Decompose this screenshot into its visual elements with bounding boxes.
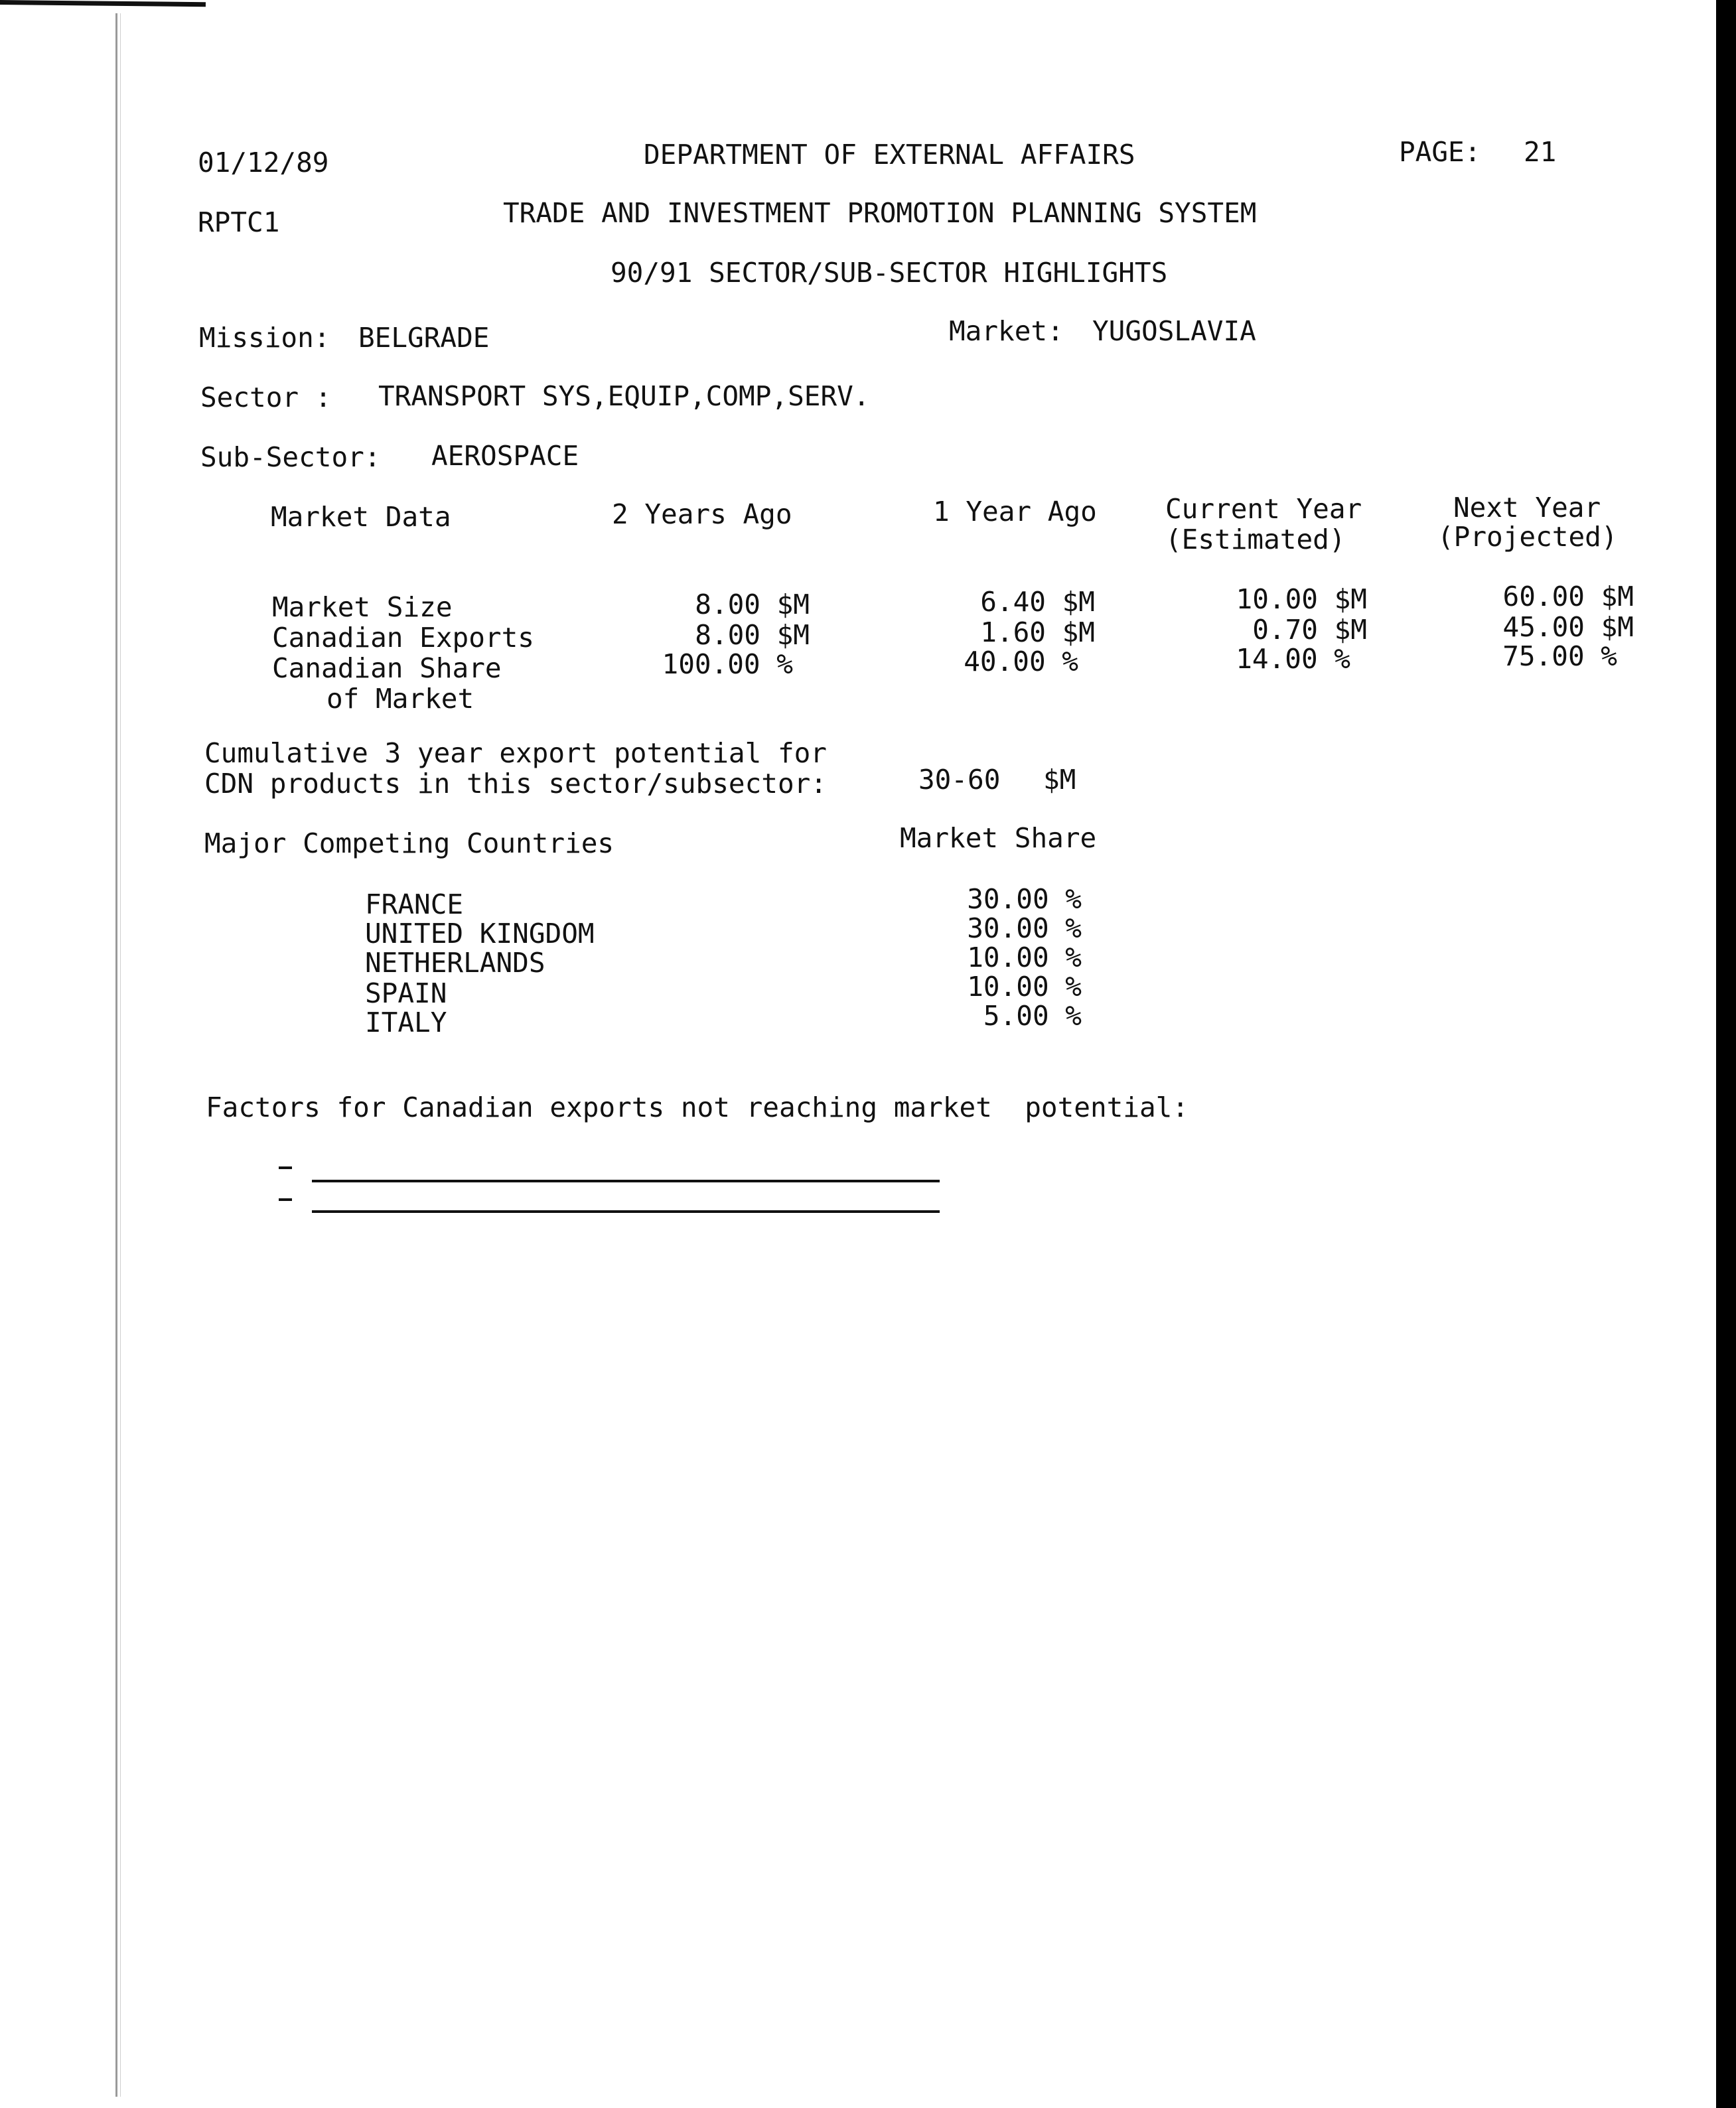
potential-line2: CDN products in this sector/subsector: bbox=[204, 768, 827, 800]
cell-share-2y: 100.00 % bbox=[662, 648, 793, 680]
cell-market-size-next: 60.00 $M bbox=[1502, 581, 1634, 612]
factor-dash bbox=[279, 1198, 292, 1201]
cell-share-next: 75.00 % bbox=[1502, 640, 1617, 672]
competitors-header: Major Competing Countries bbox=[204, 827, 615, 859]
competitor-share: 30.00 % bbox=[967, 883, 1082, 915]
cell-market-size-1y: 6.40 $M bbox=[980, 586, 1095, 618]
potential-value: 30-60 bbox=[918, 764, 1001, 796]
cell-market-size-2y: 8.00 $M bbox=[695, 589, 810, 620]
competitor-country: UNITED KINGDOM bbox=[365, 918, 595, 949]
scan-edge-left bbox=[115, 13, 117, 2097]
competitor-country: ITALY bbox=[365, 1007, 447, 1038]
sector-label: Sector : bbox=[200, 382, 332, 413]
page-number: 21 bbox=[1524, 136, 1557, 168]
report-code: RPTC1 bbox=[198, 206, 280, 238]
row-label-of-market: of Market bbox=[326, 683, 474, 715]
factor-dash bbox=[279, 1166, 292, 1169]
cell-exports-2y: 8.00 $M bbox=[695, 619, 810, 651]
cell-market-size-current: 10.00 $M bbox=[1236, 583, 1367, 615]
scan-edge-top bbox=[0, 0, 206, 7]
competitor-country: NETHERLANDS bbox=[365, 947, 545, 979]
competitor-share: 5.00 % bbox=[983, 1000, 1082, 1032]
report-title: 90/91 SECTOR/SUB-SECTOR HIGHLIGHTS bbox=[611, 257, 1168, 289]
page-label: PAGE: bbox=[1399, 136, 1481, 168]
system-title: TRADE AND INVESTMENT PROMOTION PLANNING SYSTEM bbox=[503, 197, 1257, 229]
row-label-market-size: Market Size bbox=[272, 591, 453, 623]
cell-exports-1y: 1.60 $M bbox=[980, 616, 1095, 648]
mission-value: BELGRADE bbox=[358, 322, 490, 354]
potential-unit: $M bbox=[1043, 764, 1076, 796]
table-header-label: Market Data bbox=[271, 501, 451, 533]
cell-share-current: 14.00 % bbox=[1236, 643, 1350, 675]
factors-label: Factors for Canadian exports not reaching market potential: bbox=[206, 1091, 1189, 1123]
scan-edge-left-faint bbox=[120, 13, 121, 2097]
table-header-next-year: Next Year bbox=[1453, 492, 1601, 524]
sector-value: TRANSPORT SYS,EQUIP,COMP,SERV. bbox=[378, 380, 870, 412]
cell-share-1y: 40.00 % bbox=[964, 646, 1078, 677]
potential-line1: Cumulative 3 year export potential for bbox=[204, 737, 827, 769]
competitor-share: 10.00 % bbox=[967, 971, 1082, 1003]
report-date: 01/12/89 bbox=[198, 147, 329, 178]
table-header-current-year: Current Year bbox=[1165, 493, 1362, 525]
mission-label: Mission: bbox=[199, 322, 330, 354]
table-header-1-year-ago: 1 Year Ago bbox=[933, 496, 1097, 527]
subsector-value: AEROSPACE bbox=[431, 440, 579, 472]
factor-blank-line bbox=[312, 1180, 940, 1182]
table-header-2-years-ago: 2 Years Ago bbox=[612, 498, 792, 530]
competitor-country: FRANCE bbox=[365, 888, 464, 920]
row-label-canadian-exports: Canadian Exports bbox=[272, 622, 534, 654]
department-title: DEPARTMENT OF EXTERNAL AFFAIRS bbox=[644, 139, 1135, 171]
table-header-estimated: (Estimated) bbox=[1165, 524, 1346, 555]
competitor-share: 30.00 % bbox=[967, 912, 1082, 944]
market-share-header: Market Share bbox=[900, 822, 1097, 854]
competitor-share: 10.00 % bbox=[967, 942, 1082, 973]
table-header-projected: (Projected) bbox=[1437, 521, 1618, 553]
factor-blank-line bbox=[312, 1210, 940, 1213]
competitor-country: SPAIN bbox=[365, 977, 447, 1009]
cell-exports-current: 0.70 $M bbox=[1252, 614, 1367, 646]
cell-exports-next: 45.00 $M bbox=[1502, 611, 1634, 643]
market-label: Market: bbox=[949, 315, 1064, 347]
subsector-label: Sub-Sector: bbox=[200, 441, 381, 473]
row-label-canadian-share: Canadian Share bbox=[272, 652, 502, 684]
scan-edge-right bbox=[1716, 0, 1736, 2108]
market-value: YUGOSLAVIA bbox=[1092, 315, 1256, 347]
